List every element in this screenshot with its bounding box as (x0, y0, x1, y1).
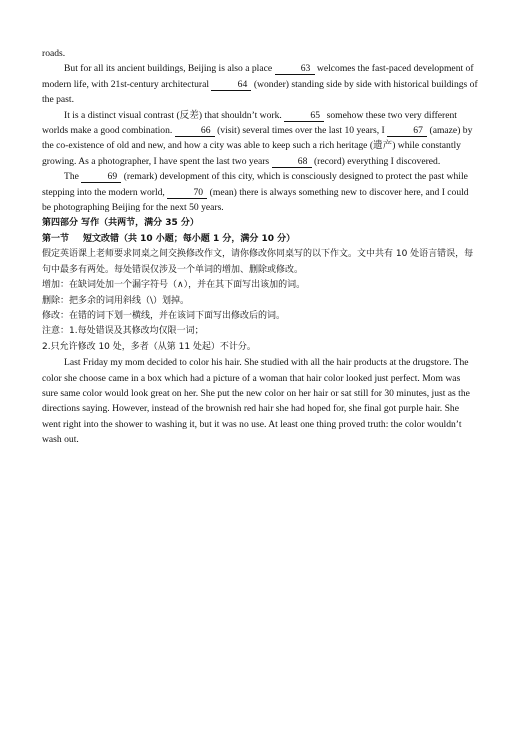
blank-69[interactable]: 69 (81, 171, 121, 183)
reading-paragraph-2: It is a distinct visual contrast (反差) that shouldn’t work. 65 somehow these two very different worlds make a good combination. 66 (visit) several times over the last 10 years, I 67 (amaze) by the co-existence of old and new, and how a city was able to keep such a rich heritage (遗产) while constantly growing. As a photographer, I have spent the last two years 68 (record) everything I discovered. (42, 109, 473, 167)
note-2: 2.只允许修改 10 处，多者（从第 11 处起）不计分。 (42, 341, 256, 352)
part4-heading: 第四部分 写作（共两节，满分 35 分） (42, 218, 199, 229)
instruction-modify: 修改：在错的词下划一横线，并在该词下面写出修改后的词。 (42, 310, 286, 321)
reading-paragraph-1: But for all its ancient buildings, Beijing is also a place 63 welcomes the fast-paced development of modern life, with 21st-century architectural 64 (wonder) standing side by side with historical buildings of the past. (42, 63, 478, 106)
essay-paragraph: Last Friday my mom decided to color his hair. She studied with all the hair products at the drugstore. The color she choose came in a box which had a picture of a woman that hair color looked just perfect. Mom was sure same color would look great on her. She put the new color on her hair or sat still for 30 minutes, just as the directions saying. However, instead of the brownish red hair she had hoped for, she final got purple hair. She went right into the shower to washing it, but it was no use. At least one thing proved truth: the color wouldn’t wash out. (42, 357, 470, 446)
blank-68[interactable]: 68 (272, 156, 312, 168)
instruction-delete: 删除：把多余的词用斜线（\）划掉。 (42, 295, 190, 306)
instruction-paragraph: 假定英语课上老师要求同桌之间交换修改作文，请你修改你同桌写的以下作文。文中共有 10 处语言错误，每句中最多有两处。每处错误仅涉及一个单词的增加、删除或修改。 (42, 249, 474, 275)
blank-66[interactable]: 66 (175, 125, 215, 137)
section1-label: 第一节 (42, 233, 70, 244)
section1-title (42, 232, 478, 247)
reading-paragraph-3: The 69 (remark) development of this city, which is consciously designed to protect the past while stepping into the modern world, 70 (mean) there is always something new to discover here, and I could be photographing Beijing for the next 50 years. (42, 171, 469, 214)
document-body (42, 46, 478, 448)
blank-70[interactable]: 70 (167, 187, 207, 199)
section1-heading: 短文改错（共 10 小题；每小题 1 分，满分 10 分） (83, 233, 296, 244)
blank-65[interactable]: 65 (284, 110, 324, 122)
blank-64[interactable]: 64 (211, 79, 251, 91)
instruction-add: 增加：在缺词处加一个漏字符号（∧），并在其下面写出该加的词。 (42, 280, 306, 291)
blank-63[interactable]: 63 (275, 63, 315, 75)
text-line-roads: roads. (42, 48, 66, 59)
blank-67[interactable]: 67 (387, 125, 427, 137)
note-1: 注意：1.每处错误及其修改均仅限一词； (42, 326, 204, 337)
